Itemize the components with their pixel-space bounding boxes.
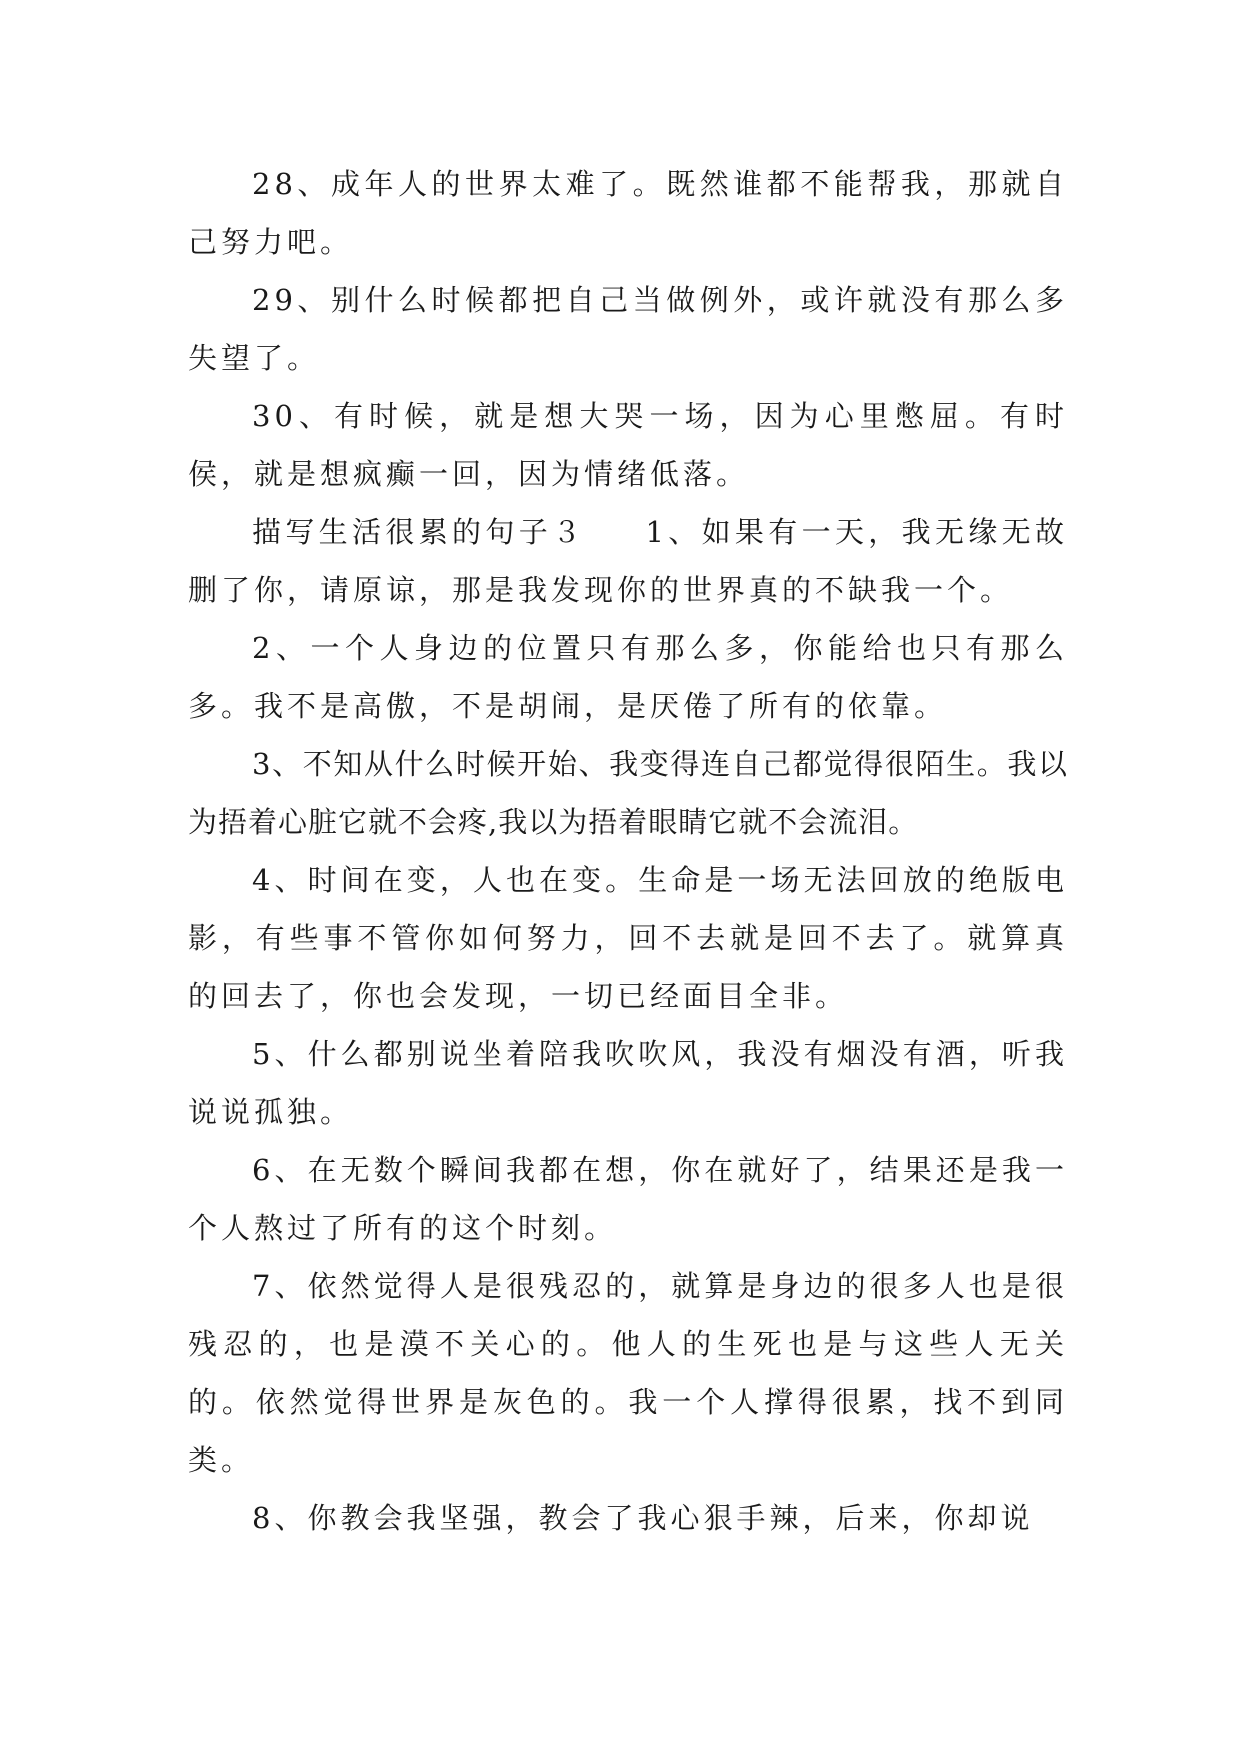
list-item-3: 3、不知从什么时候开始、我变得连自己都觉得很陌生。我以为捂着心脏它就不会疼,我以为捂着眼睛它就不会流泪。 bbox=[188, 747, 1068, 839]
list-item-7: 7、依然觉得人是很残忍的，就算是身边的很多人也是很残忍的，也是漠不关心的。他人的生死也是与这些人无关的。依然觉得世界是灰色的。我一个人撑得很累，找不到同类。 bbox=[188, 1269, 1068, 1477]
paragraph-30: 30、有时候，就是想大哭一场，因为心里憋屈。有时侯，就是想疯癫一回，因为情绪低落。 bbox=[188, 399, 1068, 491]
document-page bbox=[188, 155, 1068, 1547]
section-first-item: 1、如果有一天，我无缘无故删了你，请原谅，那是我发现你的世界真的不缺我一个。 bbox=[188, 515, 1068, 607]
section-paragraph bbox=[188, 503, 1068, 619]
section-title: 描写生活很累的句子３ bbox=[252, 515, 586, 549]
list-item-5: 5、什么都别说坐着陪我吹吹风，我没有烟没有酒，听我说说孤独。 bbox=[188, 1037, 1068, 1129]
list-item-6: 6、在无数个瞬间我都在想，你在就好了，结果还是我一个人熬过了所有的这个时刻。 bbox=[188, 1153, 1068, 1245]
list-item-2: 2、一个人身边的位置只有那么多，你能给也只有那么多。我不是高傲，不是胡闹，是厌倦了所有的依靠。 bbox=[188, 631, 1068, 723]
paragraph-28: 28、成年人的世界太难了。既然谁都不能帮我，那就自己努力吧。 bbox=[188, 167, 1068, 259]
list-item-8: 8、你教会我坚强，教会了我心狠手辣，后来，你却说 bbox=[252, 1501, 1034, 1535]
list-item-4: 4、时间在变，人也在变。生命是一场无法回放的绝版电影，有些事不管你如何努力，回不去就是回不去了。就算真的回去了，你也会发现，一切已经面目全非。 bbox=[188, 863, 1068, 1013]
paragraph-29: 29、别什么时候都把自己当做例外，或许就没有那么多失望了。 bbox=[188, 283, 1068, 375]
